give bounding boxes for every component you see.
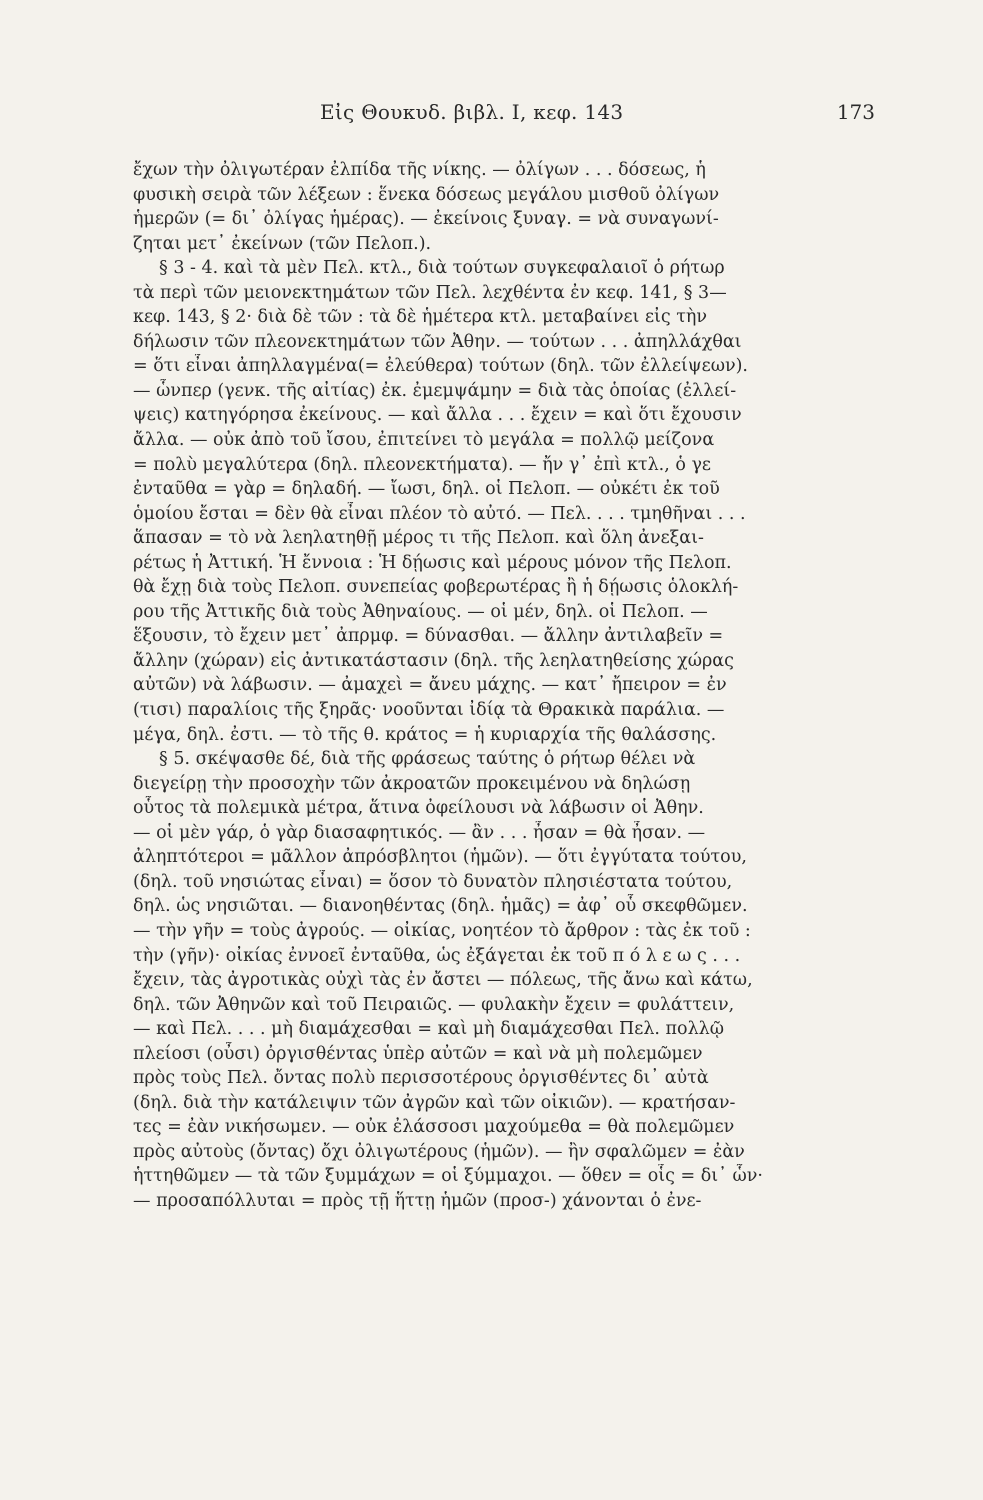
text-line: ἔχων τὴν ὀλιγωτέραν ἐλπίδα τῆς νίκης. — ὀλίγων . . . δόσεως, ἡ — [133, 160, 706, 180]
text-line: μέγα, δηλ. ἐστι. — τὸ τῆς θ. κράτος = ἡ κυριαρχία τῆς θαλάσσης. — [133, 724, 717, 745]
text-line: κεφ. 143, § 2· διὰ δὲ τῶν : τὰ δὲ ἡμέτερα κτλ. μεταβαίνει εἰς τὴν — [133, 307, 708, 328]
text-line: ὁμοίου ἔσται = δὲν θὰ εἶναι πλέον τὸ αὐτό. — Πελ. . . . τμηθῆναι . . . — [133, 503, 746, 524]
text-line: — καὶ Πελ. . . . μὴ διαμάχεσθαι = καὶ μὴ διαμάχεσθαι Πελ. πολλῷ — [133, 1019, 725, 1040]
text-line: δηλ. τῶν Ἀθηνῶν καὶ τοῦ Πειραιῶς. — φυλακὴν ἔχειν = φυλάττειν, — [133, 994, 735, 1015]
text-line: — τὴν γῆν = τοὺς ἀγρούς. — οἰκίας, νοητέον τὸ ἄρθρον : τὰς ἐκ τοῦ : — [133, 920, 751, 941]
page-number: 173 — [836, 100, 875, 124]
text-line: τὴν (γῆν)· οἰκίας ἐννοεῖ ἐνταῦθα, ὡς ἐξάγεται ἐκ τοῦ π ό λ ε ω ς . . . — [133, 945, 741, 966]
text-line: ἕξουσιν, τὸ ἔχειν μετ᾿ ἀπρμφ. = δύνασθαι. — ἄλλην ἀντιλαβεῖν = — [133, 626, 724, 647]
text-line: § 5. σκέψασθε δέ, διὰ τῆς φράσεως ταύτης ὁ ρήτωρ θέλει νὰ — [159, 749, 696, 770]
text-line: = ὅτι εἶναι ἀπηλλαγμένα(= ἐλεύθερα) τούτων (δηλ. τῶν ἐλλείψεων). — [133, 356, 748, 377]
commentary-text — [133, 158, 881, 1214]
text-line: (δηλ. διὰ τὴν κατάλειψιν τῶν ἀγρῶν καὶ τῶν οἰκιῶν). — κρατήσαν- — [133, 1092, 736, 1113]
text-line: πρὸς τοὺς Πελ. ὄντας πολὺ περισσοτέρους ὀργισθέντες δι᾿ αὐτὰ — [133, 1068, 709, 1089]
text-line: § 3 - 4. καὶ τὰ μὲν Πελ. κτλ., διὰ τούτων συγκεφαλαιοῖ ὁ ρήτωρ — [159, 258, 725, 279]
text-line: δηλ. ὡς νησιῶται. — διανοηθέντας (δηλ. ἡμᾶς) = ἀφ᾿ οὗ σκεφθῶμεν. — [133, 896, 748, 917]
text-line: τὰ περὶ τῶν μειονεκτημάτων τῶν Πελ. λεχθέντα ἐν κεφ. 141, § 3— — [133, 282, 727, 303]
text-line: οὗτος τὰ πολεμικὰ μέτρα, ἅτινα ὀφείλουσι νὰ λάβωσιν οἱ Ἀθην. — [133, 798, 704, 819]
text-line: φυσικὴ σειρὰ τῶν λέξεων : ἕνεκα δόσεως μεγάλου μισθοῦ ὀλίγων — [133, 184, 720, 205]
text-line: ἐνταῦθα = γὰρ = δηλαδή. — ἴωσι, δηλ. οἱ Πελοπ. — οὐκέτι ἐκ τοῦ — [133, 479, 720, 500]
text-line: (τισι) παραλίοις τῆς ξηρᾶς· νοοῦνται ἰδίᾳ τὰ Θρακικὰ παράλια. — — [133, 700, 725, 721]
text-line: ἡττηθῶμεν — τὰ τῶν ξυμμάχων = οἱ ξύμμαχοι. — ὅθεν = οἷς = δι᾿ ὧν· — [133, 1166, 763, 1187]
text-line: ἄλλην (χώραν) εἰς ἀντικατάστασιν (δηλ. τῆς λεηλατηθείσης χώρας — [133, 650, 734, 671]
text-line: ρέτως ἡ Ἀττική. Ἡ ἔννοια : Ἡ δῄωσις καὶ μέρους μόνον τῆς Πελοπ. — [133, 552, 732, 573]
text-line: τες = ἐὰν νικήσωμεν. — οὐκ ἐλάσσοσι μαχούμεθα = θὰ πολεμῶμεν — [133, 1117, 735, 1138]
text-line: πλείοσι (οὖσι) ὀργισθέντας ὑπὲρ αὐτῶν = καὶ νὰ μὴ πολεμῶμεν — [133, 1043, 703, 1064]
text-line: ἅπασαν = τὸ νὰ λεηλατηθῇ μέρος τι τῆς Πελοπ. καὶ ὅλη ἀνεξαι- — [133, 528, 704, 549]
text-line: αὐτῶν) νὰ λάβωσιν. — ἀμαχεὶ = ἄνευ μάχης. — κατ᾿ ἤπειρον = ἐν — [133, 675, 727, 696]
text-line: — προσαπόλλυται = πρὸς τῇ ἥττῃ ἡμῶν (προσ-) χάνονται ὁ ἐνε- — [133, 1190, 702, 1211]
text-line: — οἱ μὲν γάρ, ὁ γὰρ διασαφητικός. — ἂν . . . ἦσαν = θὰ ἦσαν. — — [133, 822, 706, 843]
text-line: ἀληπτότεροι = μᾶλλον ἀπρόσβλητοι (ἡμῶν). — ὅτι ἐγγύτατα τούτου, — [133, 847, 747, 868]
text-line: ψεις) κατηγόρησα ἐκείνους. — καὶ ἄλλα . . . ἔχειν = καὶ ὅτι ἔχουσιν — [133, 405, 742, 426]
text-line: = πολὺ μεγαλύτερα (δηλ. πλεονεκτήματα). — ἤν γ᾿ ἐπὶ κτλ., ὁ γε — [133, 454, 711, 475]
text-line: ἄλλα. — οὐκ ἀπὸ τοῦ ἴσου, ἐπιτείνει τὸ μεγάλα = πολλῷ μείζονα — [133, 430, 715, 451]
text-line: διεγείρῃ τὴν προσοχὴν τῶν ἀκροατῶν προκειμένου νὰ δηλώσῃ — [133, 773, 691, 794]
text-line: ρου τῆς Ἀττικῆς διὰ τοὺς Ἀθηναίους. — οἱ μέν, δηλ. οἱ Πελοπ. — — [133, 601, 708, 622]
text-line: πρὸς αὐτοὺς (ὄντας) ὄχι ὀλιγωτέρους (ἡμῶν). — ἢν σφαλῶμεν = ἐὰν — [133, 1141, 745, 1162]
text-line: — ὧνπερ (γενκ. τῆς αἰτίας) ἐκ. ἐμεμψάμην = διὰ τὰς ὁποίας (ἐλλεί- — [133, 380, 737, 401]
text-line: ἔχειν, τὰς ἀγροτικὰς οὐχὶ τὰς ἐν ἄστει — πόλεως, τῆς ἄνω καὶ κάτω, — [133, 970, 753, 991]
text-line: θὰ ἔχῃ διὰ τοὺς Πελοπ. συνεπείας φοβερωτέρας ἢ ἡ δῄωσις ὁλοκλή- — [133, 577, 739, 598]
text-line: δήλωσιν τῶν πλεονεκτημάτων τῶν Ἀθην. — τούτων . . . ἀπηλλάχθαι — [133, 331, 742, 352]
running-head: Εἰς Θουκυδ. βιβλ. Ι, κεφ. 143 — [320, 100, 624, 124]
text-line: ζηται μετ᾿ ἐκείνων (τῶν Πελοπ.). — [133, 233, 432, 254]
text-line: ἡμερῶν (= δι᾿ ὀλίγας ἡμέρας). — ἐκείνοις ξυναγ. = νὰ συναγωνί- — [133, 209, 719, 230]
text-line: (δηλ. τοῦ νησιώτας εἶναι) = ὅσον τὸ δυνατὸν πλησιέστατα τούτου, — [133, 871, 733, 892]
